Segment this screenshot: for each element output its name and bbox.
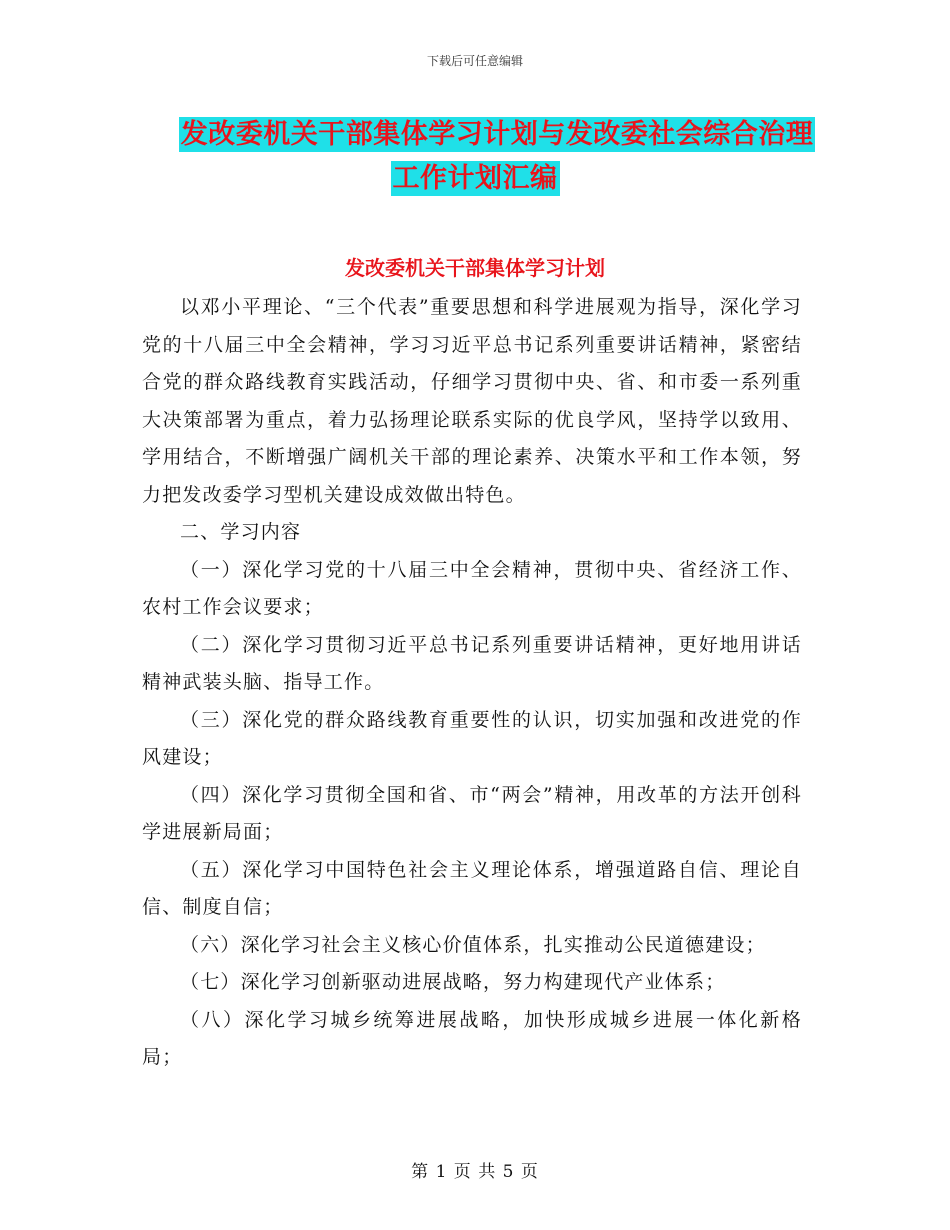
document-title-text-2: 工作计划汇编 <box>392 163 558 194</box>
paragraph-item-6: （六）深化学习社会主义核心价值体系，扎实推动公民道德建设； <box>180 933 766 956</box>
document-title-line-2 <box>0 156 950 195</box>
paragraph-item-4: （四）深化学习贯彻全国和省、市“两会”精神，用改革的方法开创科学进展新局面； <box>142 783 802 843</box>
paragraph-item-2: （二）深化学习贯彻习近平总书记系列重要讲话精神，更好地用讲话精神武装头脑、指导工作。 <box>142 633 802 693</box>
document-body <box>142 289 802 1077</box>
paragraph-item-7: （七）深化学习创新驱动进展战略，努力构建现代产业体系； <box>180 971 726 993</box>
paragraph-item-3: （三）深化党的群众路线教育重要性的认识，切实加强和改进党的作风建设； <box>142 708 802 768</box>
paragraph-intro: 以邓小平理论、“三个代表”重要思想和科学进展观为指导，深化学习党的十八届三中全会精神，学习习近平总书记系列重要讲话精神，紧密结合党的群众路线教育实践活动，仔细学习贯彻中央、省、和市委一系列重大决策部署为重点，着力弘扬理论联系实际的优良学风，坚持学以致用、学用结合，不断增强广阔机关干部的理论素养、决策水平和工作本领，努力把发改委学习型机关建设成效做出特色。 <box>142 296 802 506</box>
paragraph-item-1: （一）深化学习党的十八届三中全会精神，贯彻中央、省经济工作、农村工作会议要求； <box>142 558 802 618</box>
document-title-line-1 <box>0 112 950 151</box>
page-number: 第 1 页 共 5 页 <box>411 1162 539 1182</box>
paragraph-item-8: （八）深化学习城乡统筹进展战略，加快形成城乡进展一体化新格局； <box>142 1008 802 1068</box>
header-note: 下载后可任意编辑 <box>426 54 523 68</box>
paragraph-item-5: （五）深化学习中国特色社会主义理论体系，增强道路自信、理论自信、制度自信； <box>142 858 802 918</box>
section-title: 发改委机关干部集体学习计划 <box>345 256 605 280</box>
paragraph-heading-content: 二、学习内容 <box>180 521 302 543</box>
document-title-text-1: 发改委机关干部集体学习计划与发改委社会综合治理 <box>180 119 814 150</box>
